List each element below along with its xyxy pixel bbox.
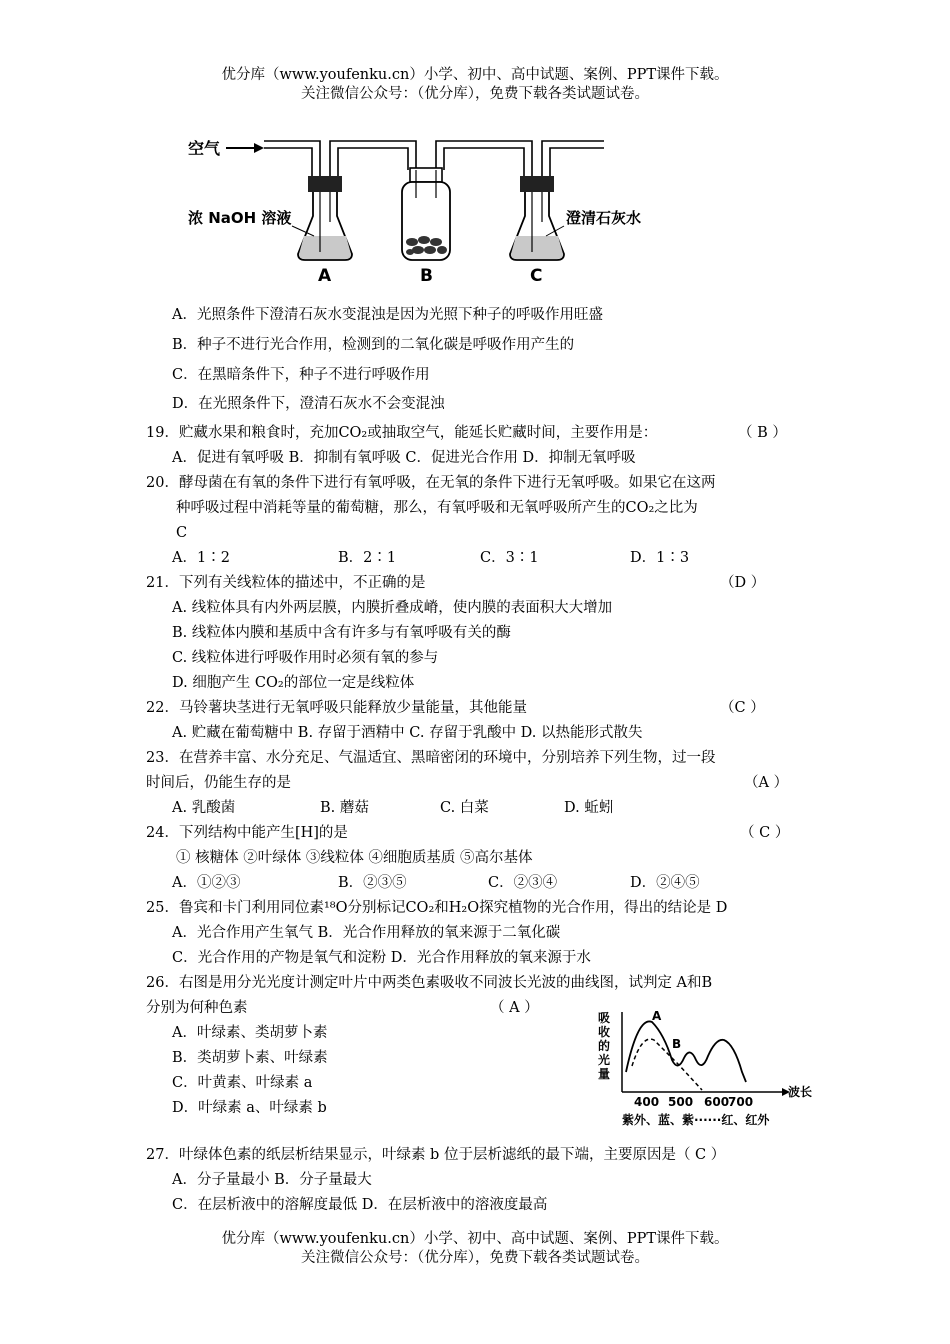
tick-500: 500 [668, 1095, 694, 1109]
q25-options-cd: C．光合作用的产物是氧气和淀粉 D．光合作用释放的氧来源于水 [172, 950, 591, 966]
q20-option-c: C．3∶1 [480, 550, 539, 566]
limewater-label: 澄清石灰水 [566, 209, 642, 227]
q25-stem: 25．鲁宾和卡门利用同位素¹⁸O分别标记CO₂和H₂O探究植物的光合作用，得出的结论是 D [146, 900, 728, 916]
q20-answer: C [176, 525, 188, 541]
q26-option-c: C．叶黄素、叶绿素 a [172, 1075, 313, 1091]
apparatus-figure [180, 118, 660, 296]
q26-option-b: B．类胡萝卜素、叶绿素 [172, 1050, 328, 1066]
q24-items: ① 核糖体 ②叶绿体 ③线粒体 ④细胞质基质 ⑤高尔基体 [176, 850, 533, 866]
q24-answer: （ C ） [740, 825, 790, 841]
xlabel: 波长 [788, 1085, 813, 1099]
q26-stem-1: 26．右图是用分光光度计测定叶片中两类色素吸收不同波长光波的曲线图，试判定 A和B [146, 975, 713, 991]
q20-stem-2: 种呼吸过程中消耗等量的葡萄糖，那么，有氧呼吸和无氧呼吸所产生的CO₂之比为 [176, 500, 698, 516]
q23-answer: （A ） [744, 775, 789, 791]
q26-option-d: D．叶绿素 a、叶绿素 b [172, 1100, 327, 1116]
q18-option-b: B．种子不进行光合作用，检测到的二氧化碳是呼吸作用产生的 [172, 337, 575, 353]
q23-stem-1: 23．在营养丰富、水分充足、气温适宜、黑暗密闭的环境中，分别培养下列生物，过一段 [146, 750, 716, 766]
flask-b-label: B [420, 266, 433, 286]
q24-option-c: C．②③④ [488, 875, 558, 891]
q18-option-a: A．光照条件下澄清石灰水变混浊是因为光照下种子的呼吸作用旺盛 [172, 307, 603, 323]
q23-stem-2: 时间后，仍能生存的是 [146, 775, 291, 791]
ylabel-char-2: 收 [598, 1025, 611, 1039]
q20-option-d: D．1∶3 [630, 550, 690, 566]
arrow-head-icon [254, 143, 264, 153]
q22-options: A. 贮藏在葡萄糖中 B. 存留于酒精中 C. 存留于乳酸中 D. 以热能形式散失 [172, 725, 643, 741]
q22-stem: 22．马铃薯块茎进行无氧呼吸只能释放少量能量，其他能量 [146, 700, 527, 716]
q24-option-a: A．①②③ [172, 875, 241, 891]
q18-option-c: C．在黑暗条件下，种子不进行呼吸作用 [172, 367, 430, 383]
header-line-1: 优分库（www.youfenku.cn）小学、初中、高中试题、案例、PPT课件下载。 [221, 67, 729, 83]
q19-options: A．促进有氧呼吸 B．抑制有氧呼吸 C．促进光合作用 D．抑制无氧呼吸 [172, 450, 636, 466]
q19-answer: （ B ） [738, 425, 787, 441]
q23-option-d: D. 蚯蚓 [564, 800, 614, 816]
q24-option-d: D．②④⑤ [630, 875, 700, 891]
curve-a-label: A [652, 1009, 662, 1023]
ylabel-char-1: 吸 [598, 1011, 611, 1025]
ylabel-char-3: 的 [598, 1039, 611, 1053]
ylabel-char-5: 量 [598, 1067, 611, 1081]
footer-line-2: 关注微信公众号：（优分库），免费下载各类试题试卷。 [301, 1250, 649, 1266]
absorption-spectrum-figure [592, 1008, 822, 1132]
q24-stem: 24．下列结构中能产生[H]的是 [146, 825, 348, 841]
q27-stem: 27．叶绿体色素的纸层析结果显示，叶绿素 b 位于层析滤纸的最下端，主要原因是（ C ） [146, 1147, 726, 1163]
q23-option-c: C. 白菜 [440, 800, 489, 816]
q20-option-a: A．1∶2 [172, 550, 230, 566]
q26-option-a: A．叶绿素、类胡萝卜素 [172, 1025, 328, 1041]
flask-c-label: C [530, 266, 543, 286]
q21-option-c: C. 线粒体进行呼吸作用时必须有氧的参与 [172, 650, 439, 666]
air-label: 空气 [188, 139, 221, 158]
footer-line-1: 优分库（www.youfenku.cn）小学、初中、高中试题、案例、PPT课件下载。 [221, 1231, 729, 1247]
q20-option-b: B．2∶1 [338, 550, 397, 566]
tick-400: 400 [634, 1095, 660, 1109]
q19-stem: 19．贮藏水果和粮食时，充加CO₂或抽取空气，能延长贮藏时间，主要作用是： [146, 425, 658, 441]
tick-600: 600 [704, 1095, 730, 1109]
q22-answer: （C ） [720, 700, 765, 716]
q20-stem-1: 20．酵母菌在有氧的条件下进行有氧呼吸，在无氧的条件下进行无氧呼吸。如果它在这两 [146, 475, 716, 491]
q21-option-a: A. 线粒体具有内外两层膜，内膜折叠成嵴，使内膜的表面积大大增加 [172, 600, 613, 616]
q21-stem: 21．下列有关线粒体的描述中，不正确的是 [146, 575, 426, 591]
header-line-2: 关注微信公众号：（优分库），免费下载各类试题试卷。 [301, 86, 649, 102]
q26-stem-2: 分别为何种色素 [146, 1000, 248, 1016]
q23-option-a: A. 乳酸菌 [172, 800, 236, 816]
q18-option-d: D．在光照条件下，澄清石灰水不会变混浊 [172, 396, 445, 412]
q23-option-b: B. 蘑菇 [320, 800, 369, 816]
q26-answer: （ A ） [490, 1000, 539, 1016]
q21-option-d: D. 细胞产生 CO₂的部位一定是线粒体 [172, 675, 415, 691]
q25-options-ab: A．光合作用产生氧气 B．光合作用释放的氧来源于二氧化碳 [172, 925, 561, 941]
tick-700: 700 [728, 1095, 754, 1109]
naoh-label: 浓 NaOH 溶液 [188, 209, 292, 227]
q27-options-ab: A．分子量最小 B．分子量最大 [172, 1172, 372, 1188]
flask-a-label: A [318, 266, 332, 286]
curve-b-label: B [672, 1037, 682, 1051]
flask-a [298, 176, 352, 286]
color-band-label: 紫外、蓝、紫······红、红外 [622, 1113, 770, 1127]
q21-option-b: B. 线粒体内膜和基质中含有许多与有氧呼吸有关的酶 [172, 625, 511, 641]
q27-options-cd: C．在层析液中的溶解度最低 D．在层析液中的溶液度最高 [172, 1197, 548, 1213]
q24-option-b: B．②③⑤ [338, 875, 407, 891]
q21-answer: （D ） [720, 575, 766, 591]
curve-a [626, 1021, 746, 1082]
flask-b [402, 168, 450, 286]
ylabel-char-4: 光 [598, 1053, 611, 1067]
